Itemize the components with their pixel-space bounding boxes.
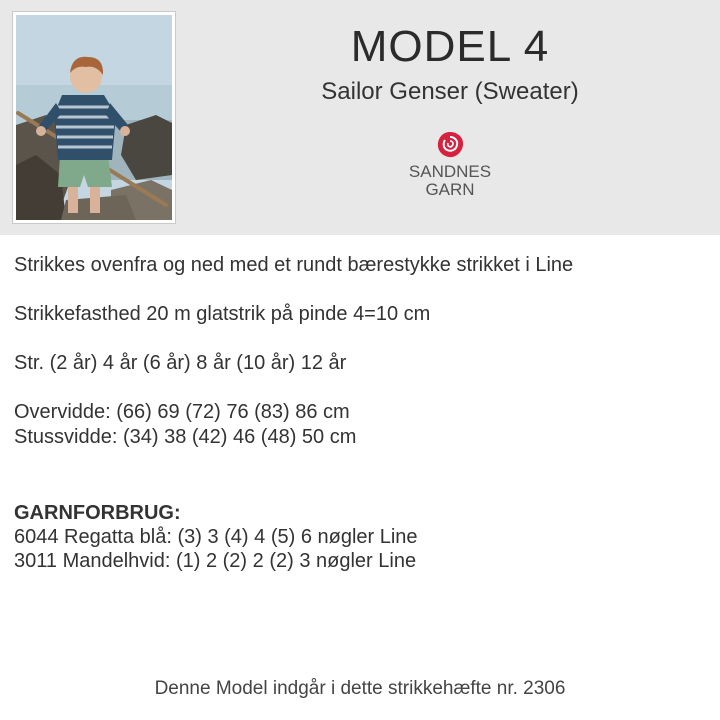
intro-text: Strikkes ovenfra og ned med et rundt bærestykke strikket i Line (14, 254, 574, 276)
gauge-text: Strikkefasthed 20 m glatstrik på pinde 4=10 cm (14, 303, 431, 325)
header-banner (0, 0, 720, 235)
yarn-heading: GARNFORBRUG: (14, 502, 181, 524)
yarn-line-2: 3011 Mandelhvid: (1) 2 (2) 2 (2) 3 nøgler Line (14, 550, 417, 572)
logo-text-sandnes: SANDNES (408, 162, 492, 181)
hip-width-text: Stussvidde: (34) 38 (42) 46 (48) 50 cm (14, 426, 357, 448)
chest-width-text: Overvidde: (66) 69 (72) 76 (83) 86 cm (14, 401, 350, 423)
yarn-line-1: 6044 Regatta blå: (3) 3 (4) 4 (5) 6 nøgler Line (14, 526, 418, 548)
boy-on-rocks-photo (16, 15, 172, 220)
sizes-text: Str. (2 år) 4 år (6 år) 8 år (10 år) 12 år (14, 352, 347, 374)
footer-note: Denne Model indgår i dette strikkehæfte nr. 2306 (154, 678, 566, 699)
page-title: MODEL 4 (350, 22, 550, 71)
model-photo (12, 11, 176, 224)
rose-icon (434, 130, 466, 160)
logo-text-garn: GARN (425, 180, 475, 199)
sandnes-garn-logo (400, 130, 500, 206)
page-subtitle: Sailor Genser (Sweater) (321, 78, 579, 105)
